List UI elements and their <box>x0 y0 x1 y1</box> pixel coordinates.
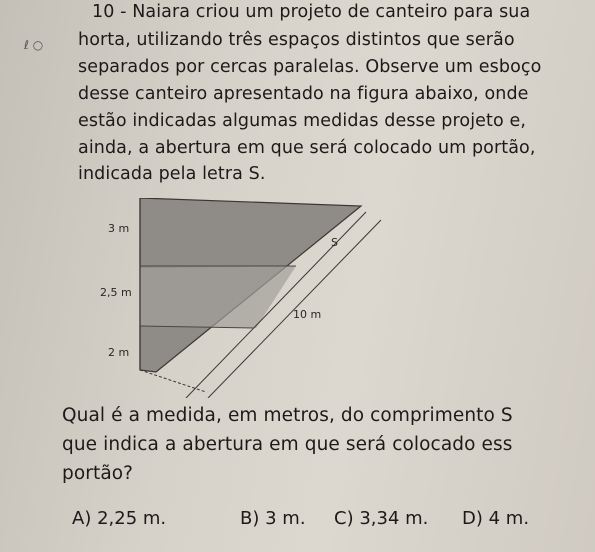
option-c[interactable] <box>334 508 428 529</box>
question-line: estão indicadas algumas medidas desse projeto e, <box>78 111 527 131</box>
label-s: S <box>331 236 338 249</box>
question-line: separados por cercas paralelas. Observe um esboço <box>78 57 542 77</box>
question-line: ainda, a abertura em que será colocado um portão, <box>78 138 536 158</box>
followup-line: Qual é a medida, em metros, do comprimento S <box>62 405 513 426</box>
question-line: indicada pela letra S. <box>78 164 266 184</box>
label-2-5m: 2,5 m <box>100 286 132 299</box>
question-line: 10 - Naiara criou um projeto de canteiro para sua <box>92 2 531 22</box>
lower-shade <box>140 266 296 328</box>
option-value: 3,34 m. <box>359 508 429 529</box>
option-value: 3 m. <box>265 508 306 529</box>
option-letter: C) <box>334 508 354 529</box>
option-letter: B) <box>240 508 260 529</box>
margin-mark: ℓ ○ <box>24 38 44 52</box>
option-b[interactable] <box>240 508 306 529</box>
label-3m: 3 m <box>108 222 130 235</box>
option-value: 2,25 m. <box>97 508 167 529</box>
garden-diagram <box>96 198 396 398</box>
base-line <box>140 370 206 392</box>
followup-line: que indica a abertura em que será colocado ess <box>62 434 513 455</box>
answer-options <box>72 508 592 536</box>
question-line: horta, utilizando três espaços distintos que serão <box>78 30 515 50</box>
option-letter: A) <box>72 508 92 529</box>
garden-figure <box>96 198 396 398</box>
question-line: desse canteiro apresentado na figura abaixo, onde <box>78 84 529 104</box>
option-a[interactable] <box>72 508 166 529</box>
option-value: 4 m. <box>488 508 530 529</box>
label-2m: 2 m <box>108 346 130 359</box>
option-d[interactable] <box>462 508 529 529</box>
label-10m: 10 m <box>293 308 322 321</box>
option-letter: D) <box>462 508 483 529</box>
followup-line: portão? <box>62 463 134 484</box>
